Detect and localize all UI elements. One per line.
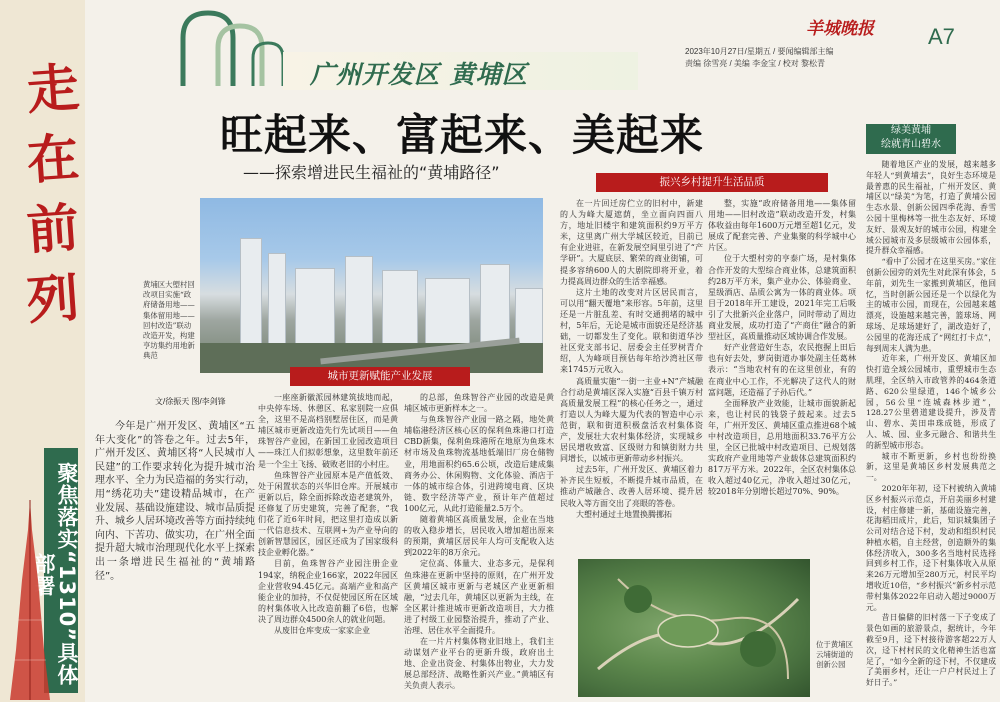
lead-paragraph: 今年是广州开发区、黄埔区“五年大变化”的答卷之年。过去5年，广州开发区、黄埔区将“人民城市人民建”的工作要求转化为提升城市治理水平、全力为民造福的务实行动，用“绣花功夫”建设精品城市，在产业发展、基础设施建设、城市品质提升、城乡人居环境改善等方面持续纯向内、下苦功、做实功，在广州全面提升超大城市治理现代化水平上探索出一条增进民生福祉的“黄埔路径”。 [95,421,255,582]
paragraph: 鱼珠智谷产业园原本是产值低效、处于闲置状态的兴华旧仓库。开展城市更新以后，除全面拆除改造老建筑外，还修复了历史建筑，完善了配套，“我们花了近6年时间，把这里打造成以新一代信息技术、互联网+为产业导向的创新智慧园区，园区还成为了国家级科技企业孵化器。” [258,470,398,558]
paragraph: 随着地区产业的发展，越来越多年轻人“到黄埔去”，良好生态环境是最普惠的民生福祉，广州开发区、黄埔区以“绿美”为笔，打造了黄埔公园生态水景、创新公园四季花海、香雪公园十里梅林等一批生态友好、环境友好、景观友好的城市公园，构建全域公园城市及多层级城市公园体系，提升群众幸福感。 [866,160,996,256]
photo1-caption: 黄埔区大塱村回改项目实施“政府储备用地——集体留用地——回村改造”联动改造开发，构建亨坊集约用地新典范 [143,280,195,361]
paragraph: 整，实施“政府储备用地——集体留用地——旧村改造”联动改造开发，村集体收益由每年1600万元增至超1亿元，发展成了配套完善、产业集聚的科学城中心片区。 [708,199,856,253]
page-number: A7 [928,24,955,49]
newspaper-logo: 羊城晚报 [806,19,874,39]
paragraph: 从废旧仓库变成一家家企业 [274,625,370,635]
paragraph: 定位高、体量大、业态多元，是保利鱼珠港在更新中坚持的原则，在广州开发区黄埔区城市更新与老城区产业更新相融，“过去几年，黄埔区以更新为主线，在全区累计推进城市更新改造项目，大力推进了村级工业园整治提升，推动了产业、治理、居住水平全面提升。 [404,559,554,635]
photo-park-aerial [578,559,810,697]
banner-char-3: 前 [24,197,82,262]
tag-urban-renewal: 城市更新赋能产业发展 [290,367,470,386]
column-4 [560,198,703,556]
paragraph: “看中了公园才在这里买房。”家住创新公园旁的刘先生对此深有体会，5年前，刘先生一家搬到黄埔区，他回忆，当时创新公园还是一个以绿化为主的城市公园，而现在，公园越来越漂亮，设施越来越完善，篮球场、网球场、足球场建好了，湖改造好了，公园里的花海还成了“网红打卡点”，每到周末人满为患。 [866,257,996,353]
paragraph: 全面释放产业效能，让城市面貌新起来，也让村民的钱袋子鼓起来。过去5年，广州开发区、黄埔区重点推进68个城中村改造项目，总用地面积33.76平方公里，全区已批城中村改造项目、已规划落实政府产业用地等产业载体总建筑面积约817万平方米。2022年，全区农村集体总收入超过40亿元，净收入超过30亿元，较2018年分别增长超过70%、90%。 [708,398,856,497]
paragraph: 城市不断更新，乡村也纷纷换新，这里是黄埔区乡村发展典范之一。 [866,451,996,483]
paragraph: 2020年年初，迳下村被纳入黄埔区乡村振兴示范点，开启美丽乡村建设，村庄修建一新，基础设施完善，花海稻田成片，此后，知识城集团子公司对结合迳下村，发动和组织村民种植水稻，自主经营，创造额外的集体经济收入，300多名当地村民选择回到乡村工作，迳下村集体收入从原来26万元增加至280万元，村民平均增收近10倍，“乡村振兴”新乡村示范带村集体2022年启动入超过9000万元。 [866,483,996,612]
paragraph: 过去5年，广州开发区、黄埔区着力补齐民生短板，不断提升城市品质，在推动产城融合、改善人居环境、提升居民收入等方面交出了亮眼的答卷。 [560,465,703,508]
photo2-caption: 位于黄埔区云埔街道的创新公园 [816,640,853,669]
banner-char-4: 列 [24,267,82,332]
paragraph: 近年来，广州开发区、黄埔区加快打造全域公园城市，重塑城市生态肌理，全区纳入市政管养的464条道路、620公里绿道，146个城乡公园，56公里“连城森林步道”，128.27公里碧道建设提升，涉及青山、碧水、美田串珠成链，形成了人、城、园、业多元融合、和谐共生的新型城市形态。 [866,354,996,450]
banner-char-1: 走 [24,57,82,122]
paragraph: 与鱼珠智谷产业园一路之隔，地处黄埔临港经济区核心区的保利鱼珠港口打造CBD新集，保利鱼珠港所在地原为鱼珠木材市场及鱼珠物流基地低端旧厂房仓储物业，用地面积约65.6公顷，改造后建成集商务办公、休闲购物、文化体验、酒店于一体的城市综合体，引进跨境电商、区块链、数字经济等产业，预计年产值超过100亿元，从此打造能量2.5万个。 [404,415,554,513]
paragraph: 这片土地的改变对片区居民而言，可以用“翻天覆地”来形容。5年前，这里还是一片脏乱差、有时交通拥堵的城中村，5年后，无论是城市面貌还是经济基础，一切都发生了变化。联和街道华沙社区党支部书记、居委会主任罗树青介绍，人为峰项目预估每年给沙湾社区带来1745万元收入。 [560,287,703,375]
paragraph: 随着黄埔区高质量发展，企业在当地的收入稳步增长，居民收入增加超出原来的预期，黄埔区居民年人均可支配收入达到2022年的8万余元。 [404,515,554,558]
banner-char-2: 在 [24,127,82,192]
paragraph: 在一片片村集体物业旧地上，我们主动谋划产业平台的更新升级，政府出土地、企业出资金、村集体出物业，大力发展总部经济、战略性新兴产业。”黄埔区有关负责人表示。 [404,637,554,691]
section-header: 广州开发区 黄埔区 [310,60,528,89]
canton-tower-icon [0,500,60,700]
arch-decor-icon [178,8,288,88]
column-6 [866,160,996,698]
paragraph: 好产业营造好生态，农民抱握上田后也有好去处，萝岗街道办事处副主任葛林表示：“当地农村有的在这里创业，有的在商业中心工作，不光解决了这代人的财富问题，还造福了子孙后代。” [708,343,856,397]
paragraph: 昔日偏僻的旧村落一下子变成了景色如画的旅游景点，据统计，今年截至9月，迳下村接待游客超22万人次，迳下村村民的文化精神生活也富足了，“如今全新的迳下村，不仅建成了美丽乡村，还让一户户村民过上了好日子。” [866,613,996,688]
byline: 文/徐振天 图/李剑锋 [155,397,226,406]
paragraph: 一座座新徽派园林建筑拔地而起，中央停车场、休憩区、私家别院一应俱全，这里不是高档别墅居住区，而是黄埔区城市更新改造先行先试项目——鱼珠智谷产业园，在新国工业园改造项目——珠江人们拟彰想象，这里数年前还是一个尘土飞扬、破败老旧的小村庄。 [258,393,398,469]
column-2 [258,392,398,698]
editors-line: 责编 徐雪亮 / 美编 李金宝 / 校对 黎松青 [685,59,826,68]
sub-headline: ——探索增进民生福祉的“黄埔路径” [243,163,500,182]
tag-rural-revitalization: 振兴乡村提升生活品质 [596,173,828,192]
tag-green-huangpu: 绿美黄埔 绘就青山碧水 [866,124,956,154]
column-3 [404,392,554,698]
paragraph: 的总部，鱼珠智谷产业园的改造是黄埔区城市更新样本之一。 [404,393,554,414]
paragraph: 高质量实施“一街一主业+N”产城融合行动是黄埔区深入实施“百县千镇万村高质量发展工程”的核心任务之一，通过打造以人为峰大厦为代表的智造中心示范街，联和街道积极盘活农村集体资产，发展壮大农村集体经济，实现城乡居民增收致富、区级财力和镇街财力共同增长，以城市更新带动乡村振兴。 [560,376,703,464]
vertical-slogan: 聚焦落实“1310”具体部署 [32,462,79,687]
paragraph: 位于大塱村旁的亨泰广场，是村集体合作开发的大型综合商业体，总建筑面积约28万平方米，集产业办公、体验商业、星级酒店、品质公寓为一体的商业体。项目于2018年开工建设，2021年完工后吸引了大批新兴企业落户，同时带动了周边商业发展，成功打造了“产商住”融合的新型社区，高质量推动区域协调合作发展。 [708,254,856,342]
photo-city-skyline [200,198,543,373]
main-headline: 旺起来、富起来、美起来 [220,111,704,161]
column-5 [708,198,856,556]
paragraph: 目前，鱼珠智谷产业园注册企业194家，纳税企业166家，2022年园区企业营收94.45亿元。高端产业和高产能企业的加持，不仅促使园区所在区域的村集体收入比改造前翻了6倍，也解决了周边群众4500余人的就业问题。 [258,559,398,624]
paragraph: 在一片回迁房伫立的旧村中，新建的人为峰大厦遮荫，坐立面向四面八方，地址旧楼宇和建筑面积约9万平方米，这里离广州大学城区较近，目前已有企业进驻，在新发展空间里引进了“产学研”。大厦底层、繁荣的商业街铺，可提多容纳600人的大剧院即将开业，着力提高周边群众的生活幸福感。 [560,199,703,286]
date-line: 2023年10月27日/星期五 / 要闻编辑部主编 [685,47,834,56]
paragraph: 大塱村通过土地置换腾挪拓 [576,509,672,519]
